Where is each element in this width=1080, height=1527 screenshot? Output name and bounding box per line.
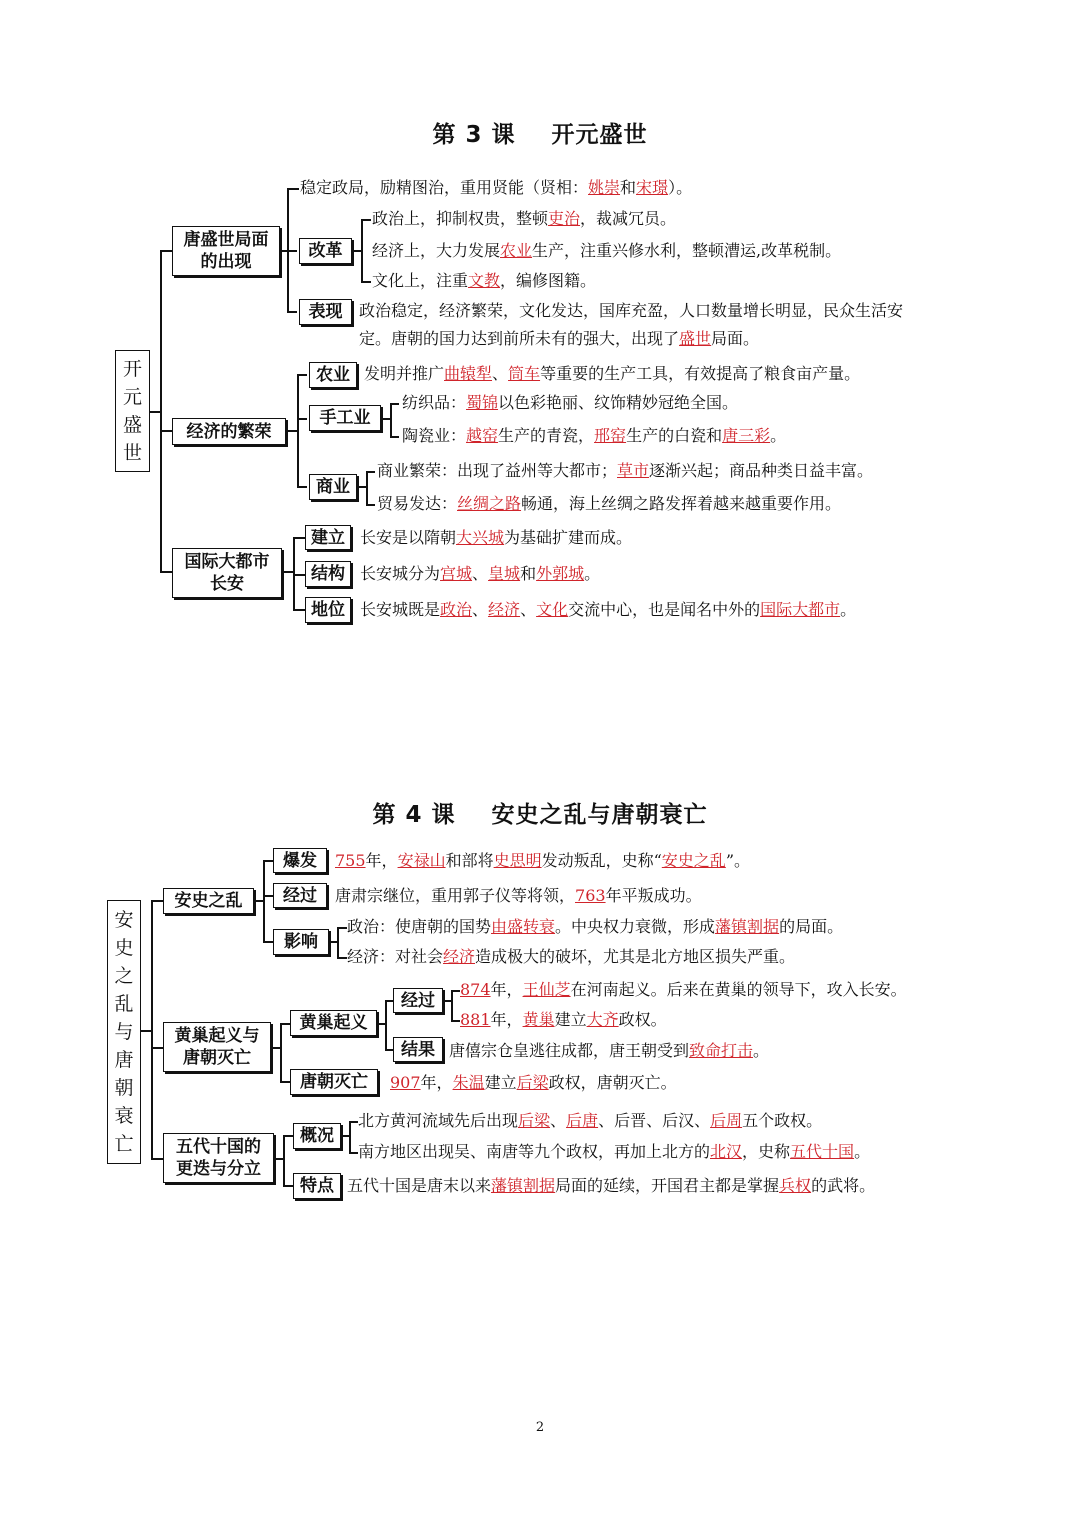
text-segment: 。中央权力衰微，形成 [555,917,716,936]
text-segment: 。 [753,1041,770,1060]
node-huangchao-fall: 黄巢起义与唐朝灭亡 [163,1022,271,1072]
node-impact: 影响 [273,929,329,955]
text-segment: 年平叛成功。 [605,886,702,905]
node-economy: 经济的繁荣 [172,418,286,445]
text-segment: 南方地区出现吴、南唐等九个政权，再加上北方的 [358,1142,711,1161]
text-segment: 纺织品： [402,393,467,412]
key-term: 由盛转衰 [491,917,556,936]
text-segment: 。 [840,600,857,619]
text-segment: 在河南起义。后来在黄巢的领导下，攻入长安。 [570,980,907,999]
key-term: 兵权 [779,1176,812,1195]
text-segment: 文化上，注重 [372,271,469,290]
node-agri: 农业 [309,362,357,388]
text-segment: 和 [620,178,637,197]
text-segment: 年， [365,851,398,870]
key-term: 北汉 [710,1142,743,1161]
text-segment: 发明并推广 [364,364,445,383]
key-term: 安禄山 [397,851,446,870]
lesson3-name: 开元盛世 [551,122,648,148]
text-segment: 。 [854,1142,871,1161]
text-line [335,885,702,907]
key-term: 874 [460,980,491,999]
text-segment: 长安城分为 [360,564,441,583]
key-term: 后唐 [566,1111,599,1130]
text-segment: 。 [584,564,601,583]
text-segment: 经济：对社会 [347,947,444,966]
lesson3-number: 第 3 课 [432,122,516,148]
key-term: 881 [460,1010,491,1029]
key-term: 文教 [468,271,501,290]
node-reform: 改革 [299,238,352,264]
text-line [372,270,596,292]
text-segment: 逐渐兴起；商品种类日益丰富。 [649,461,874,480]
text-line [335,850,750,872]
key-term: 安史之乱 [661,851,726,870]
text-line [402,392,738,414]
text-segment: 政治上，抑制权贵，整顿 [372,209,549,228]
key-term: 史思明 [493,851,542,870]
key-term: 文化 [536,600,569,619]
key-term: 吏治 [548,209,581,228]
lesson3-root: 开 元 盛 世 [115,350,150,472]
key-term: 藩镇割据 [491,1176,556,1195]
text-segment: 贸易发达： [377,494,458,513]
key-term: 越窑 [466,426,499,445]
text-line [364,363,860,385]
text-line [460,1009,667,1031]
text-line [402,425,786,447]
text-segment: 造成极大的破坏，尤其是北方地区损失严重。 [475,947,796,966]
key-term: 907 [390,1073,421,1092]
text-segment: 交流中心，也是闻名中外的 [568,600,761,619]
text-segment: 生产，注重兴修水利，整顿漕运,改革税制。 [532,241,842,260]
node-performance: 表现 [299,299,352,325]
node-changan: 国际大都市长安 [172,548,282,598]
node-build: 建立 [305,525,351,550]
text-segment: 以色彩艳丽、纹饰精妙冠绝全国。 [498,393,739,412]
key-term: 宋璟 [636,178,669,197]
key-term: 丝绸之路 [457,494,522,513]
text-line [372,240,841,262]
text-segment: 长安城既是 [360,600,441,619]
text-segment: 稳定政局，励精图治，重用贤能（贤相： [300,178,589,197]
text-segment: 建立 [554,1010,587,1029]
text-segment: 、后晋、后汉、 [598,1111,711,1130]
text-segment: 年， [490,1010,523,1029]
key-term: 朱温 [452,1073,485,1092]
key-term: 后梁 [516,1073,549,1092]
key-term: 政治 [440,600,473,619]
text-line [460,979,907,1001]
key-term: 后梁 [518,1111,551,1130]
key-term: 外郭城 [536,564,585,583]
node-tang-fall: 唐朝灭亡 [290,1069,378,1095]
node-outbreak: 爆发 [273,848,327,873]
text-segment: 生产的青瓷， [498,426,595,445]
key-term: 经济 [443,947,476,966]
node-anshi: 安史之乱 [163,888,254,914]
text-segment: 年， [420,1073,453,1092]
text-segment: 的武将。 [811,1176,876,1195]
text-segment: 政治：使唐朝的国势 [347,917,492,936]
node-status: 地位 [305,597,351,623]
text-segment: 。 [770,426,787,445]
key-term: 大齐 [586,1010,619,1029]
key-term: 国际大都市 [760,600,841,619]
text-segment: ）。 [668,178,693,197]
text-line [347,1175,875,1197]
text-segment: 长安是以隋朝 [360,528,457,547]
key-term: 蜀锦 [466,393,499,412]
text-segment: 生产的白瓷和 [626,426,723,445]
key-term: 后周 [710,1111,743,1130]
text-segment: 和 [520,564,537,583]
text-segment: 为基础扩建而成。 [504,528,633,547]
lesson3-title [0,116,1080,149]
node-structure: 结构 [305,561,351,587]
key-term: 皇城 [488,564,521,583]
text-segment: 、 [472,564,489,583]
node-tang-prosperity: 唐盛世局面的出现 [172,226,280,276]
node-commerce: 商业 [309,474,357,500]
node-overview: 概况 [293,1123,341,1149]
text-segment: 局面。 [711,329,760,348]
text-segment: 定。唐朝的国力达到前所未有的强大，出现了 [359,329,680,348]
key-term: 筒车 [508,364,541,383]
node-huangchao: 黄巢起义 [290,1010,377,1036]
key-term: 大兴城 [456,528,505,547]
key-term: 致命打击 [689,1041,754,1060]
lesson4-name: 安史之乱与唐朝衰亡 [491,802,708,828]
text-line [360,599,856,621]
text-segment: 、 [472,600,489,619]
text-segment: ”。 [725,851,750,870]
lesson4-root: 安 史 之 乱 与 唐 朝 衰 亡 [107,900,141,1164]
text-segment: 的局面。 [779,917,844,936]
text-line [347,946,795,968]
text-line [359,300,903,322]
key-term: 宫城 [440,564,473,583]
node-handicraft: 手工业 [309,405,381,431]
text-line [347,916,843,938]
text-segment: 商业繁荣：出现了益州等大都市； [377,461,618,480]
key-term: 农业 [500,241,533,260]
text-line [377,493,841,515]
key-term: 草市 [617,461,650,480]
key-term: 藩镇割据 [715,917,780,936]
text-segment: ，裁减冗员。 [580,209,677,228]
key-term: 盛世 [679,329,712,348]
text-line [359,328,759,350]
text-segment: 五个政权。 [742,1111,823,1130]
key-term: 黄巢 [522,1010,555,1029]
text-line [300,177,692,199]
text-segment: 陶瓷业： [402,426,467,445]
key-term: 经济 [488,600,521,619]
text-line [358,1110,822,1132]
text-segment: 五代十国是唐末以来 [347,1176,492,1195]
text-segment: 、 [520,600,537,619]
node-feature: 特点 [293,1173,341,1199]
text-line [372,208,676,230]
text-line [377,460,873,482]
text-line [360,563,600,585]
text-line [360,527,632,549]
node-hc-result: 结果 [393,1037,443,1062]
text-line [390,1072,677,1094]
text-segment: 局面的延续，开国君主都是掌握 [555,1176,780,1195]
text-segment: ，编修图籍。 [500,271,597,290]
lesson4-title [0,796,1080,829]
text-segment: 、 [492,364,509,383]
text-segment: 北方黄河流域先后出现 [358,1111,519,1130]
text-segment: 建立 [484,1073,517,1092]
page-number: 2 [535,1420,545,1435]
key-term: 邢窑 [594,426,627,445]
text-segment: 畅通，海上丝绸之路发挥着越来越重要作用。 [521,494,842,513]
key-term: 763 [575,886,606,905]
node-hc-process: 经过 [393,988,443,1013]
key-term: 755 [335,851,366,870]
text-segment: 发动叛乱，史称“ [541,851,662,870]
text-segment: 政治稳定，经济繁荣，文化发达，国库充盈，人口数量增长明显，民众生活安 [359,301,904,320]
text-line [449,1040,769,1062]
text-line [358,1141,870,1163]
node-five-dynasties: 五代十国的更迭与分立 [163,1133,274,1183]
lesson4-number: 第 4 课 [372,802,456,828]
text-segment: 年， [490,980,523,999]
text-segment: 和部将 [445,851,494,870]
text-segment: 政权。 [618,1010,667,1029]
text-segment: 等重要的生产工具，有效提高了粮食亩产量。 [540,364,861,383]
node-process: 经过 [273,883,327,908]
text-segment: 经济上，大力发展 [372,241,501,260]
key-term: 王仙芝 [522,980,571,999]
text-segment: 唐僖宗仓皇逃往成都，唐王朝受到 [449,1041,690,1060]
key-term: 姚崇 [588,178,621,197]
text-segment: ，史称 [742,1142,791,1161]
key-term: 曲辕犁 [444,364,493,383]
text-segment: 、 [550,1111,567,1130]
key-term: 五代十国 [790,1142,855,1161]
key-term: 唐三彩 [722,426,771,445]
text-segment: 政权，唐朝灭亡。 [548,1073,677,1092]
text-segment: 唐肃宗继位，重用郭子仪等将领， [335,886,576,905]
